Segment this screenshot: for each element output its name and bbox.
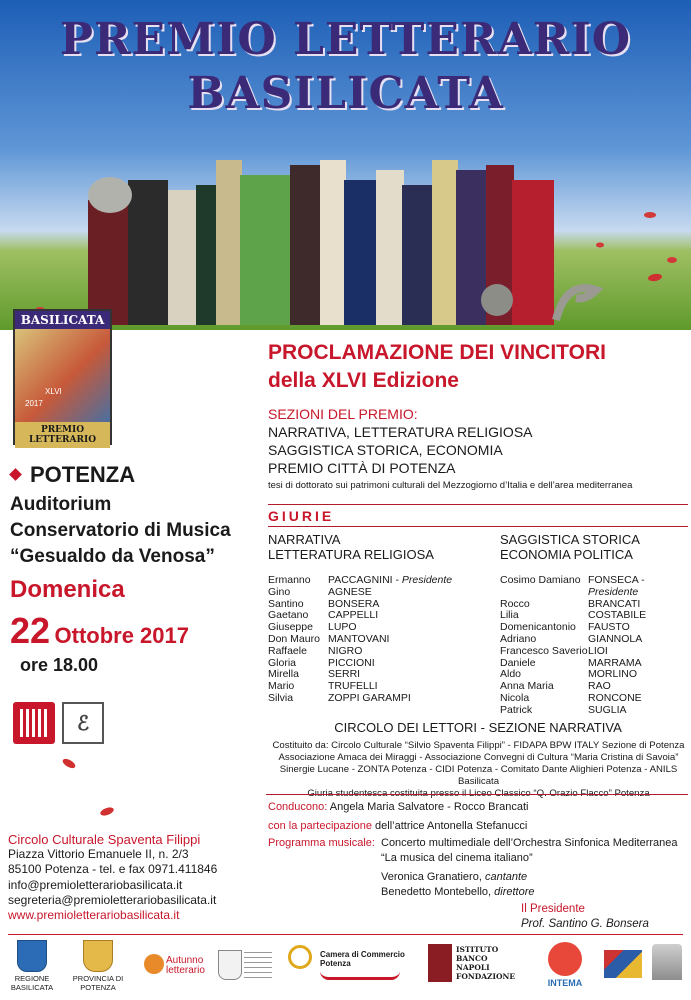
petal-decoration [61,757,77,770]
readers-line: Costituito da: Circolo Culturale “Silvio Spaventa Filippi” - FIDAPA BPW ITALY Sezione di Potenza [272,740,685,751]
badge-top-label: BASILICATA [15,311,110,329]
jury-member: Don Mauro MANTOVANI [268,632,390,645]
event-date-month: Ottobre 2017 [54,623,189,648]
partecip-row: con la partecipazione dell’attrice Antonella Stefanucci [268,820,528,832]
website-link[interactable]: www.premioletterariobasilicata.it [8,908,180,923]
provincia-crest-icon [83,940,113,972]
jury-member: Mario TRUFELLI [268,680,378,693]
readers-heading: CIRCOLO DEI LETTORI - SEZIONE NARRATIVA [334,720,622,735]
jury-right-title1: SAGGISTICA STORICA [500,532,640,547]
president-name: Prof. Santino G. Bonsera [521,918,649,930]
cherub-statue [88,177,132,213]
president-label: Il Presidente [521,903,585,915]
jury-member: Rocco BRANCATI [500,597,641,610]
jury-member: Patrick SUGLIA [500,703,627,716]
contact-city: 85100 Potenza - tel. e fax 0971.411846 [8,862,218,877]
stone-mask [481,284,513,316]
contact-email-link[interactable]: segreteria@premioletterariobasilicata.it [8,892,217,907]
jury-member: Domenicantonio FAUSTO [500,621,630,634]
jury-member: Anna Maria RAO [500,680,611,693]
event-date [10,610,189,652]
jury-right-title2: ECONOMIA POLITICA [500,547,633,562]
readers-line: Sinergie Lucane - ZONTA Potenza - CIDI Potenza - Comitato Dante Alighieri Potenza - ANILS Basilicata [279,764,678,787]
jury-left-list [268,575,488,705]
readers-body [266,740,691,800]
footer-divider [8,934,683,935]
page-title-line1: PREMIO LETTERARIO [59,14,632,65]
jury-left-title1: NARRATIVA [268,532,341,547]
jury-heading-divider [268,526,688,527]
event-date-number: 22 [10,610,51,651]
qr-code-icon[interactable] [13,702,55,744]
proclamation-line2: della XLVI Edizione [268,369,459,392]
sponsor-regione: REGIONE BASILICATA [6,940,58,992]
sponsor-autunno: Autunno letterario [144,952,214,982]
music-row: Programma musicale: Concerto multimediale dell’Orchestra Sinfonica Mediterranea “La musica del cinema italiano” [268,837,678,864]
autunno-logo-icon [144,954,164,974]
badge-year: 2017 [25,399,43,408]
contact-org: Circolo Culturale Spaventa Filippi [8,832,201,847]
page-title-line2: BASILICATA [187,68,504,119]
jury-right-list [500,575,690,717]
books-illustration [0,120,691,335]
program-block [268,800,688,900]
intema-logo-icon [548,942,582,976]
jury-member: Gloria PICCIONI [268,656,375,669]
contact-email-link[interactable]: info@premioletterariobasilicata.it [8,877,183,892]
sponsor-camera: Camera di Commercio Potenza [320,950,408,980]
jury-member: Raffaele NIGRO [268,644,363,657]
comune-logo-icon [218,950,242,980]
jury-top-divider [268,504,688,505]
badge-art [15,329,110,422]
sponsor-mosaic-icon [604,950,642,978]
venue-line2: Conservatorio di Musica [10,520,231,541]
jury-member: Adriano GIANNOLA [500,632,643,645]
jury-member: Santino BONSERA [268,597,380,610]
jury-member: Giuseppe LUPO [268,621,357,634]
badge-image [13,309,112,445]
venue-line3: “Gesualdo da Venosa” [10,546,215,567]
jury-member: Mirella SERRI [268,668,361,681]
readers-line: Associazione Amaca dei Miraggi - Associazione Convegni di Cultura “Maria Cristina di Savoia” [278,752,679,763]
jury-member: Lilia COSTABILE [500,609,647,622]
contact-address: Piazza Vittorio Emanuele II, n. 2/3 [8,847,189,862]
venue-line1: Auditorium [10,494,112,515]
venue-city: POTENZA [30,462,136,487]
stone-scroll [556,288,596,320]
camera-swoosh-icon [320,971,400,980]
jury-member: Cosimo Damiano FONSECA - Presidente [500,574,645,598]
city-diamond-icon [9,468,22,481]
proclamation-line1: PROCLAMAZIONE DEI VINCITORI [268,341,606,364]
regione-logo-icon [17,940,47,972]
event-time: ore 18.00 [20,655,99,675]
program-divider [266,794,688,795]
jury-member: Ermanno PACCAGNINI - Presidente [268,574,453,586]
sponsor-small-text-icon [244,952,272,978]
badge-bottom-label: PREMIO LETTERARIO [15,422,110,448]
jury-member: Gino AGNESE [268,585,372,598]
jury-member: Aldo MORLINO [500,668,638,681]
director-row: Benedetto Montebello, direttore [381,886,535,898]
contact-block [8,832,217,923]
sponsor-intema: INTEMA [540,942,590,988]
section-item: NARRATIVA, LETTERATURA RELIGIOSA [268,424,533,440]
sponsor-istituto: ISTITUTO BANCO NAPOLI FONDAZIONE [428,944,508,984]
sponsor-circle-logo-icon [288,945,312,969]
sections-note: tesi di dottorato sui patrimoni culturali del Mezzogiorno d’Italia e dell’area mediterranea [268,480,633,491]
sections-heading: SEZIONI DEL PREMIO: [268,406,418,422]
jury-left-title2: LETTERATURA RELIGIOSA [268,547,434,562]
sponsor-provincia: PROVINCIA DI POTENZA [70,940,126,992]
istituto-crest-icon [428,944,452,982]
section-item: PREMIO CITTÀ DI POTENZA [268,460,456,476]
circolo-logo-icon: ℰ [62,702,104,744]
conduce-row: Conducono: Angela Maria Salvatore - Rocco Brancati [268,801,529,813]
singer-row: Veronica Granatiero, cantante [381,871,528,883]
jury-heading: GIURIE [268,508,335,524]
petal-decoration [99,806,115,817]
jury-member: Daniele MARRAMA [500,656,642,669]
section-item: SAGGISTICA STORICA, ECONOMIA [268,442,503,458]
event-day: Domenica [10,576,125,603]
jury-member: Gaetano CAPPELLI [268,609,379,622]
jury-member: Nicola RONCONE [500,691,642,704]
jury-member: Silvia ZOPPI GARAMPI [268,691,411,704]
sponsor-tower-icon [652,944,682,980]
jury-member: Francesco Saverio LIOI [500,644,608,657]
badge-edition: XLVI [45,387,62,396]
